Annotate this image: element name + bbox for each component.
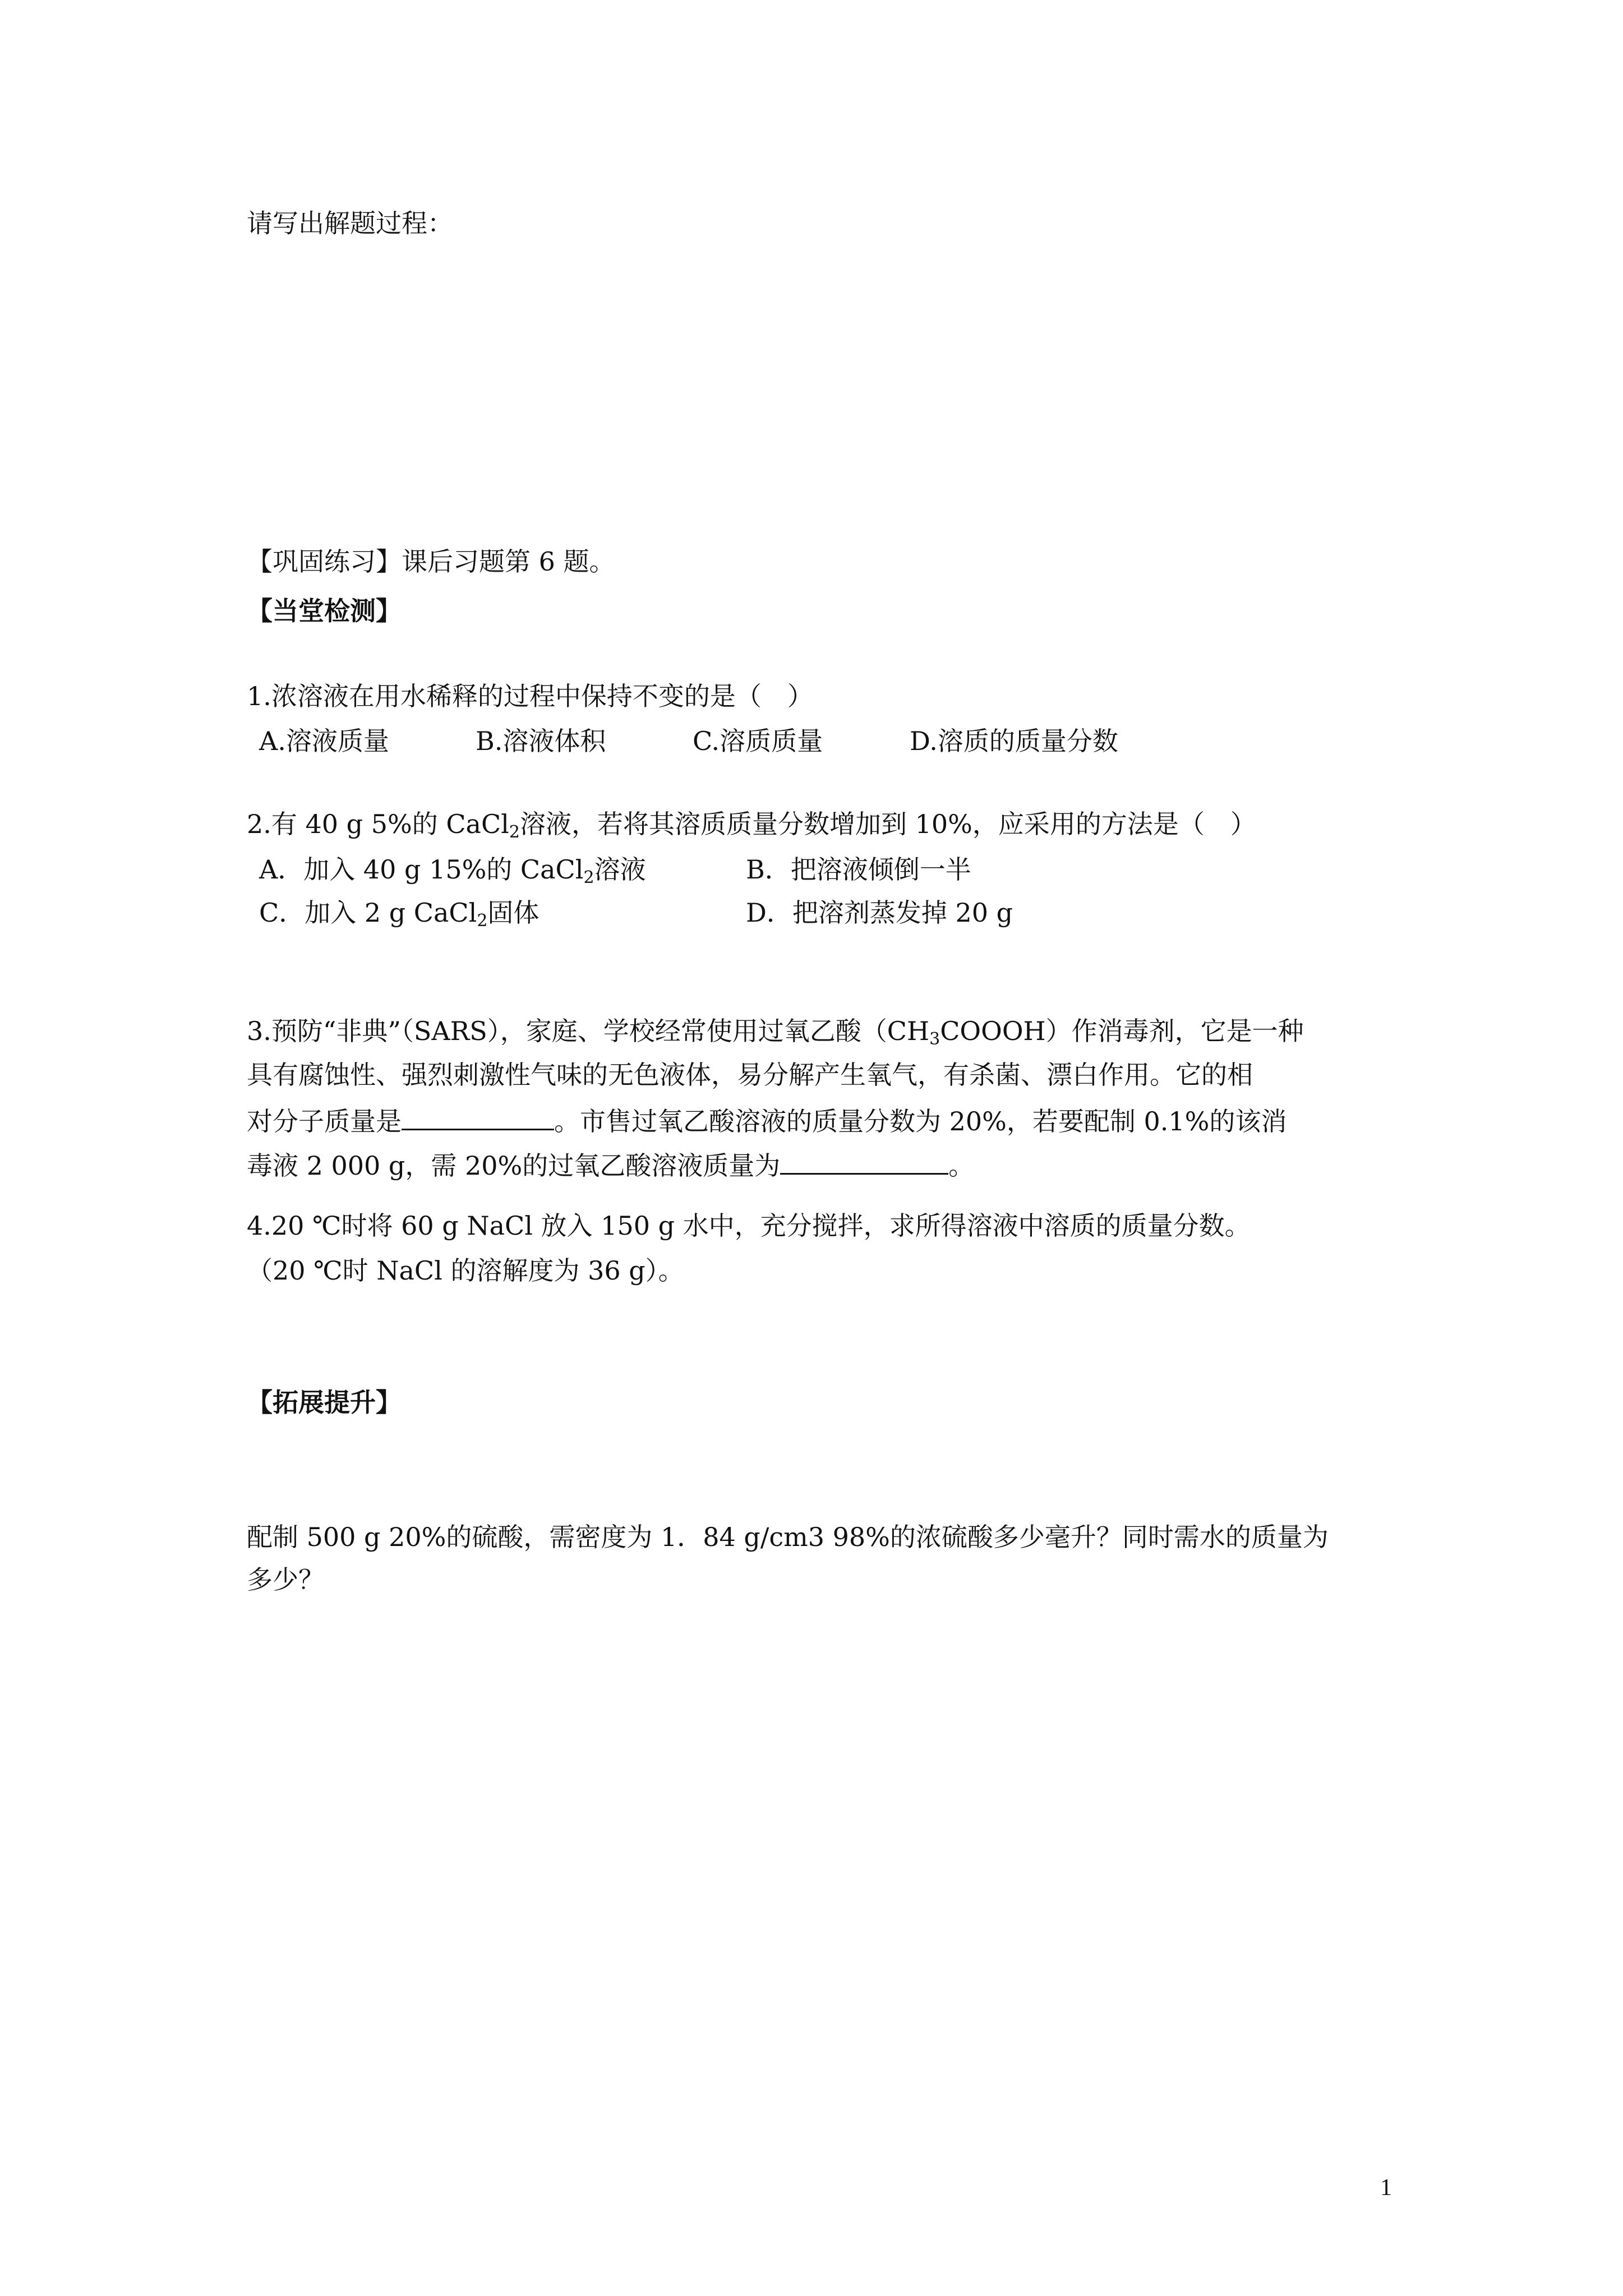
instruction-text: 请写出解题过程： bbox=[247, 208, 453, 238]
page-number: 1 bbox=[1380, 2175, 1392, 2201]
q3-part: 。 bbox=[948, 1151, 975, 1181]
q2-a-part: A．加入 40 g 15%的 CaCl bbox=[259, 854, 584, 885]
practice-label: 【巩固练习】 bbox=[247, 546, 402, 577]
q3-part: 对分子质量是 bbox=[247, 1106, 402, 1137]
question-3-line-4 bbox=[247, 1151, 974, 1179]
question-1-option-c: C.溶质质量 bbox=[693, 726, 823, 756]
question-1-option-a: A.溶液质量 bbox=[259, 726, 389, 756]
q2-stem-part: 溶液，若将其溶质质量分数增加到 10%，应采用的方法是（ ） bbox=[519, 809, 1256, 839]
answer-blank-molar-mass[interactable] bbox=[402, 1106, 554, 1130]
question-2-option-b: B．把溶液倾倒一半 bbox=[746, 854, 971, 885]
extend-line-1: 配制 500 g 20%的硫酸，需密度为 1．84 g/cm3 98%的浓硫酸多少毫升？同时需水的质量为 bbox=[247, 1522, 1329, 1552]
section-heading-extend: 【拓展提升】 bbox=[247, 1387, 402, 1418]
question-1-stem: 1.浓溶液在用水稀释的过程中保持不变的是（ ） bbox=[247, 681, 813, 711]
extend-line-2: 多少？ bbox=[247, 1565, 324, 1595]
q3-part: 毒液 2 000 g，需 20%的过氧乙酸溶液质量为 bbox=[247, 1151, 781, 1181]
q2-c-part: 固体 bbox=[487, 898, 540, 928]
practice-line bbox=[247, 546, 615, 577]
q3-part: COOOH）作消毒剂，它是一种 bbox=[940, 1016, 1304, 1046]
question-1-option-b: B.溶液体积 bbox=[476, 726, 606, 756]
q3-part: 。市售过氧乙酸溶液的质量分数为 20%，若要配制 0.1%的该消 bbox=[554, 1106, 1287, 1137]
question-2-option-c bbox=[259, 900, 539, 930]
question-4-line-2: （20 ℃时 NaCl 的溶解度为 36 g）。 bbox=[247, 1255, 684, 1286]
q2-c-part: C．加入 2 g CaCl bbox=[259, 898, 477, 928]
q2-a-part: 溶液 bbox=[594, 854, 646, 885]
q2-stem-subscript: 2 bbox=[509, 822, 520, 842]
question-3-line-2: 具有腐蚀性、强烈刺激性气味的无色液体，易分解产生氧气，有杀菌、漂白作用。它的相 bbox=[247, 1060, 1253, 1090]
section-heading-test: 【当堂检测】 bbox=[247, 596, 402, 626]
question-4-line-1: 4.20 ℃时将 60 g NaCl 放入 150 g 水中，充分搅拌，求所得溶液中溶质的质量分数。 bbox=[247, 1211, 1251, 1241]
q2-stem-part: 2.有 40 g 5%的 CaCl bbox=[247, 809, 509, 839]
q3-part: 3.预防“非典”（SARS），家庭、学校经常使用过氧乙酸（CH bbox=[247, 1016, 930, 1046]
question-2-stem bbox=[247, 811, 1256, 841]
question-2-option-a bbox=[259, 854, 646, 887]
practice-text: 课后习题第 6 题。 bbox=[402, 546, 615, 577]
q3-subscript: 3 bbox=[929, 1029, 940, 1049]
answer-blank-solution-mass[interactable] bbox=[780, 1151, 948, 1175]
q2-c-subscript: 2 bbox=[477, 911, 488, 931]
question-2-option-d: D．把溶剂蒸发掉 20 g bbox=[746, 898, 1013, 928]
question-1-option-d: D.溶质的质量分数 bbox=[910, 726, 1118, 756]
q2-a-subscript: 2 bbox=[583, 868, 594, 887]
question-3-line-3 bbox=[247, 1106, 1287, 1137]
question-3-line-1 bbox=[247, 1018, 1304, 1048]
